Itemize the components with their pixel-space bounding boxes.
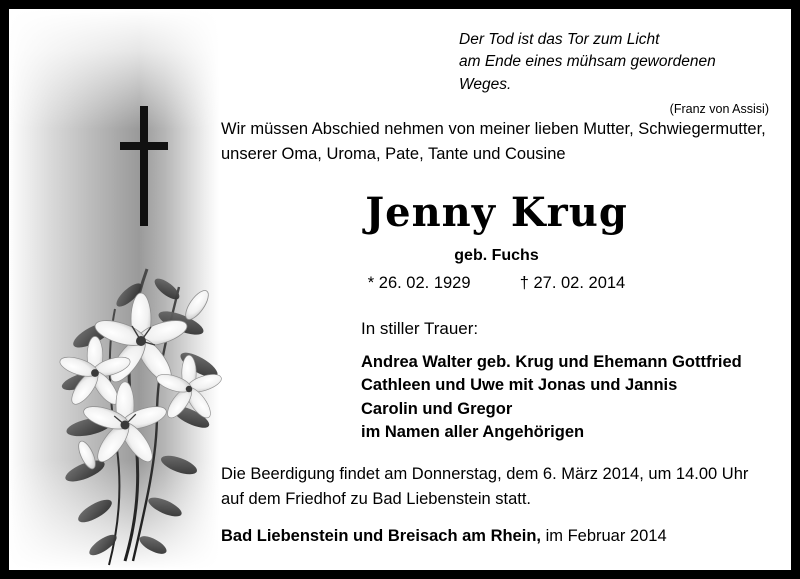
death-date: † 27. 02. 2014 xyxy=(519,274,626,292)
list-item: im Namen aller Angehörigen xyxy=(361,423,585,442)
place-names: Bad Liebenstein und Breisach am Rhein, xyxy=(221,527,541,545)
deceased-name: Jenny Krug xyxy=(365,189,628,236)
quote-line-2: am Ende eines mühsam gewordenen Weges. xyxy=(459,53,716,93)
place-and-date xyxy=(221,527,781,546)
list-item: Cathleen und Uwe mit Jonas und Jannis xyxy=(361,376,678,395)
funeral-details xyxy=(221,462,781,512)
notice-text-column xyxy=(209,9,791,570)
mourning-label: In stiller Trauer: xyxy=(361,319,479,338)
cross-icon xyxy=(114,106,176,226)
funeral-line-1: Die Beerdigung findet am Donnerstag, dem 6. März 2014, um 14.00 Uhr xyxy=(221,465,749,483)
cross-horizontal xyxy=(120,142,168,150)
cross-vertical xyxy=(140,106,148,226)
mourners-list xyxy=(361,351,742,445)
intro-text: Wir müssen Abschied nehmen von meiner lieben Mutter, Schwiegermutter, unserer Oma, Uroma, Pate, Tante und Cousine xyxy=(221,120,766,163)
quote-block xyxy=(459,29,769,119)
list-item: Andrea Walter geb. Krug und Ehemann Gottfried xyxy=(361,353,742,371)
list-item: Carolin und Gregor xyxy=(361,399,513,418)
funeral-line-2: auf dem Friedhof zu Bad Liebenstein statt. xyxy=(221,489,532,508)
notice-inner xyxy=(9,9,791,570)
maiden-name: geb. Fuchs xyxy=(454,247,539,264)
quote-attribution: (Franz von Assisi) xyxy=(669,102,769,117)
life-dates xyxy=(209,274,784,293)
quote-line-1: Der Tod ist das Tor zum Licht xyxy=(459,31,660,48)
notice-month: im Februar 2014 xyxy=(541,527,667,545)
birth-date: * 26. 02. 1929 xyxy=(367,274,471,292)
